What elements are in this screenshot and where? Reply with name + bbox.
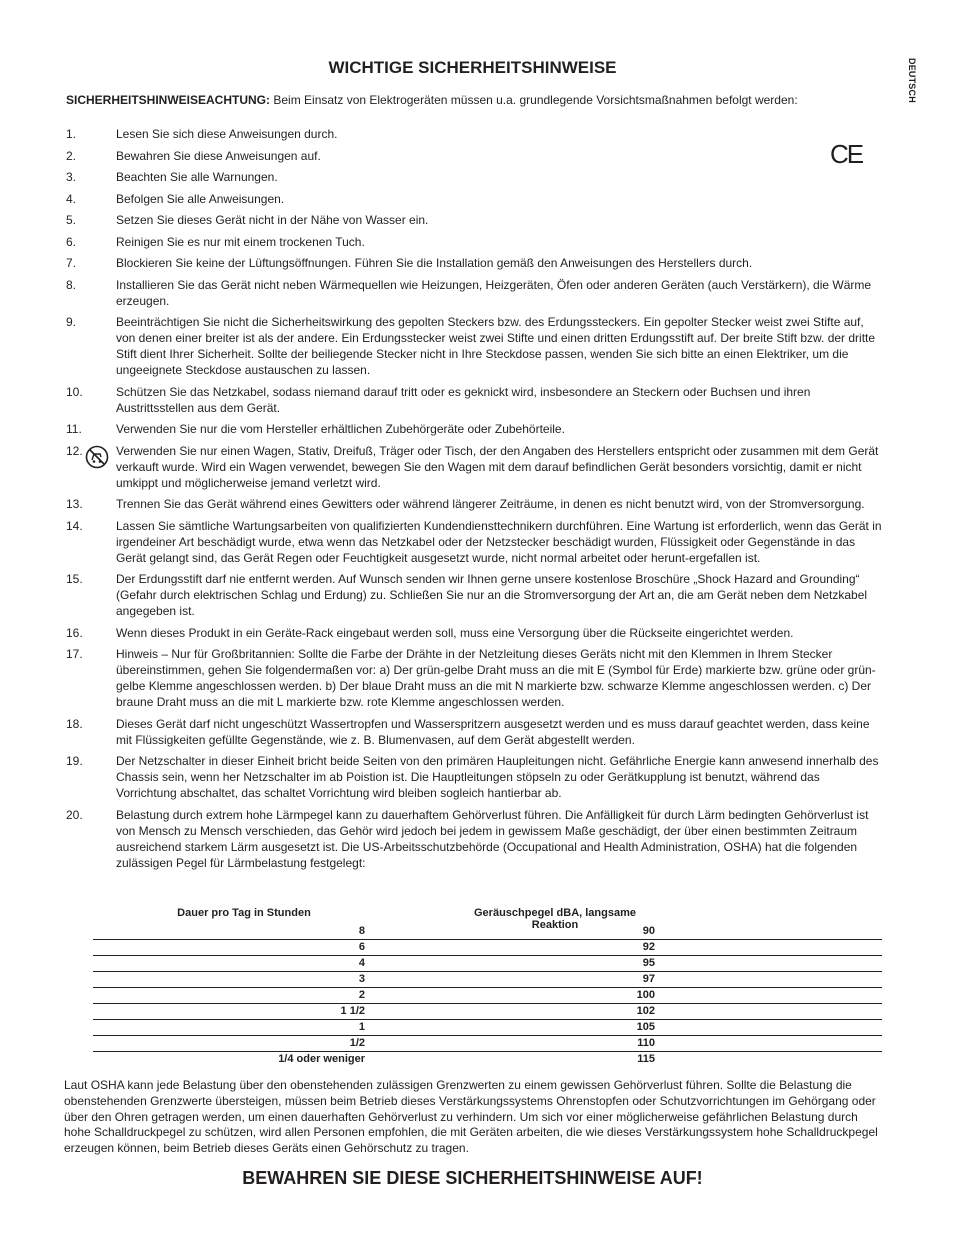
list-item <box>66 753 886 801</box>
item-number: 12. <box>66 443 83 458</box>
list-item <box>66 277 886 309</box>
dba-cell: 110 <box>637 1037 655 1049</box>
dba-cell: 115 <box>637 1053 655 1065</box>
list-item <box>66 571 886 619</box>
list-item <box>66 234 886 250</box>
item-number: 4. <box>66 191 77 206</box>
instruction-list <box>66 126 886 876</box>
item-number: 9. <box>66 315 77 329</box>
list-item <box>66 716 886 748</box>
table-row <box>93 940 882 956</box>
intro-text: Beim Einsatz von Elektrogeräten müssen u.a. grundlegende Vorsichtsmaßnahmen befolgt werden: <box>270 93 798 107</box>
table-row <box>93 924 882 940</box>
item-text: Beachten Sie alle Warnungen. <box>116 170 278 184</box>
item-text: Reinigen Sie es nur mit einem trockenen Tuch. <box>116 234 365 249</box>
item-number: 11. <box>66 422 82 436</box>
ce-mark-icon: CE <box>830 139 863 169</box>
item-number: 20. <box>66 807 83 822</box>
item-number: 6. <box>66 234 77 249</box>
noise-exposure-table <box>93 907 882 1067</box>
item-number: 16. <box>66 625 83 640</box>
item-text: Wenn dieses Produkt in ein Geräte-Rack eingebaut werden soll, muss eine Versorgung über die Rückseite eingerichtet werden. <box>116 625 794 640</box>
table-row <box>93 1020 882 1036</box>
table-row <box>93 1052 882 1067</box>
list-item <box>66 191 886 207</box>
list-item <box>66 148 886 164</box>
list-item <box>66 443 886 491</box>
language-tab: DEUTSCH <box>907 58 917 103</box>
hours-header: Dauer pro Tag in Stunden <box>177 907 311 919</box>
item-number: 2. <box>66 148 77 163</box>
item-number: 14. <box>66 518 83 533</box>
list-item <box>66 212 886 228</box>
list-item <box>66 807 886 871</box>
table-body <box>93 924 882 1067</box>
item-number: 18. <box>66 716 83 731</box>
list-item <box>66 421 886 437</box>
item-text: Bewahren Sie diese Anweisungen auf. <box>116 148 321 163</box>
item-text: Trennen Sie das Gerät während eines Gewitters oder während längerer Zeiträume, in denen es nicht benutzt wird, von der Stromversorgung. <box>116 497 865 511</box>
intro-bold: SICHERHEITSHINWEISEACHTUNG: <box>66 93 271 107</box>
hours-cell: 8 <box>358 925 365 937</box>
item-number: 19. <box>66 754 83 768</box>
footer-title: BEWAHREN SIE DIESE SICHERHEITSHINWEISE AUF! <box>242 1168 703 1188</box>
item-number: 1. <box>66 127 77 141</box>
list-item <box>66 646 886 710</box>
list-item <box>66 314 886 378</box>
item-number: 13. <box>66 497 83 511</box>
table-row <box>93 972 882 988</box>
list-item <box>66 126 886 142</box>
dba-cell: 97 <box>642 973 655 985</box>
dba-cell: 92 <box>642 941 655 953</box>
item-text: Lassen Sie sämtliche Wartungsarbeiten von qualifizierten Kundendiensttechnikern durchführen. Eine Wartung ist erforderlich, wenn das Gerät in irgendeiner Art beschädigt wurde, etwa wenn das Netzkabel oder der Netzstecker beschädigt wurden, Flüssigkeit oder Gegenstände in das Gerät gelangt sind, das Gerät Regen oder Feuchtigkeit ausgesetzt wurde, nicht normal arbeitet oder herunt-ergefallen ist. <box>116 518 882 565</box>
item-number: 5. <box>66 213 77 227</box>
item-text: Belastung durch extrem hohe Lärmpegel kann zu dauerhaftem Gehörverlust führen. Die Anfälligkeit für durch Lärm bedingten Gehörverlust ist von Mensch zu Mensch verschieden, das Gehör wird jedoch bei jedem in gewissem Maße geschädigt, der über einen bestimmten Zeitraum ausreichend starkem Lärm ausgesetzt ist. Die US-Arbeitsschutzbehörde (Occupational and Health Administration, OSHA) hat die folgenden zulässigen Pegel für Lärmbelastung festgelegt: <box>116 807 869 870</box>
item-number: 8. <box>66 277 77 292</box>
item-text: Der Erdungsstift darf nie entfernt werden. Auf Wunsch senden wir Ihnen gerne unsere kostenlose Broschüre „Shock Hazard and Grounding“ (Gefahr durch elektrischen Schlag und Erdung) zu. Schließen Sie nur an die Stromversorgung der Art an, die am Gerät neben dem Netzkabel angegeben ist. <box>116 572 868 618</box>
table-row <box>93 1004 882 1020</box>
item-text: Dieses Gerät darf nicht ungeschützt Wassertropfen und Wasserspritzern ausgesetzt werden und es muss darauf geachtet werden, dass keine mit Flüssigkeiten gefüllte Gegenstände, wie z. B. Blumenvasen, auf dem Gerät abgestellt werden. <box>116 716 870 747</box>
list-item <box>66 518 886 566</box>
item-number: 3. <box>66 170 77 184</box>
list-item <box>66 255 886 271</box>
item-number: 7. <box>66 256 77 270</box>
item-text: Installieren Sie das Gerät nicht neben Wärmequellen wie Heizungen, Heizgeräten, Öfen oder anderen Geräten (auch Verstärkern), die Wärme erzeugen. <box>116 277 872 308</box>
table-row <box>93 956 882 972</box>
osha-paragraph: Laut OSHA kann jede Belastung über den obenstehenden zulässigen Grenzwerten zu einem gewissen Gehörverlust führen. Sollte die Belastung die obenstehenden Grenzwerte übersteigen, müssen beim Betrieb dieses Verstärkungssystems Ohrenstopfen oder Schutzvorrichtungen im Gehörgang oder über den Ohren getragen werden, um einen dauerhaften Gehörverlust zu verhindern. Um sich vor einer möglicherweise gefährlichen Belastung durch hohe Schalldruckpegel zu schützen, wird allen Personen empfohlen, die mit Geräten arbeiten, die wie dieses Verstärkungssystem hohe Schalldruckpegel erzeugen können, beim Betrieb dieses Geräts einen Gehörschutz zu tragen. <box>64 1078 878 1156</box>
item-text: Verwenden Sie nur die vom Hersteller erhältlichen Zubehörgeräte oder Zubehörteile. <box>116 422 565 436</box>
item-number: 10. <box>66 384 83 399</box>
item-text: Verwenden Sie nur einen Wagen, Stativ, Dreifuß, Träger oder Tisch, der den Angaben des Herstellers entspricht oder zusammen mit dem Gerät verkauft wurde. Wird ein Wagen verwendet, bewegen Sie den Wagen mit dem darauf befindlichen Gerät besonders vorsichtig, damit er nicht umkippt und möglicherweise jemand verletzt wird. <box>116 443 879 490</box>
item-text: Setzen Sie dieses Gerät nicht in der Nähe von Wasser ein. <box>116 213 429 227</box>
list-item <box>66 169 886 185</box>
item-text: Hinweis – Nur für Großbritannien: Sollte die Farbe der Drähte in der Netzleitung dieses Geräts nicht mit den Klemmen in Ihrem Stecker übereinstimmen, gehen Sie folgendermaßen vor: a) Der grün-gelbe Draht muss an die mit E (Symbol für Erde) markierte bzw. grüne oder grün-gelbe Klemme angeschlossen werden. b) Der blaue Draht muss an die mit N markierte bzw. schwarze Klemme angeschlossen werden. c) Der braune Draht muss an die mit L markierte bzw. rote Klemme angeschlossen werden. <box>116 647 876 709</box>
hours-cell: 1/4 oder weniger <box>278 1053 365 1065</box>
list-item <box>66 496 886 512</box>
hours-cell: 3 <box>358 973 365 985</box>
dba-cell: 95 <box>642 957 655 969</box>
hours-cell: 1 <box>358 1021 365 1033</box>
item-text: Blockieren Sie keine der Lüftungsöffnungen. Führen Sie die Installation gemäß den Anweisungen des Herstellers durch. <box>116 256 753 270</box>
table-row <box>93 988 882 1004</box>
table-row <box>93 1036 882 1052</box>
hours-cell: 1/2 <box>349 1037 365 1049</box>
dba-cell: 102 <box>636 1005 655 1017</box>
hours-cell: 2 <box>358 989 365 1001</box>
item-text: Der Netzschalter in dieser Einheit bricht beide Seiten von den primären Haupleitungen nicht. Gefährliche Energie kann anwesend innerhalb des Chassis sein, wenn her Netzschalter im ab Poistion ist. Die Hauptleitungen stöpseln zu oder Gerätkupplung ist benutzt, während das Vorrichtung abschaltet, das schaltet Vorrichtung wird bleiben sogleich hantierbar ab. <box>116 754 879 800</box>
list-item <box>66 625 886 641</box>
item-text: Beeinträchtigen Sie nicht die Sicherheitswirkung des gepolten Steckers bzw. des Erdungssteckers. Ein gepolter Stecker weist zwei Stifte auf, von denen einer breiter ist als der andere. Ein Erdungsstecker weist zwei Stifte und einen dritten Erdungsstift auf. Der breite Stift bzw. der dritte Stift dient Ihrer Sicherheit. Sollte der beiliegende Stecker nicht in Ihre Steckdose passen, wenden Sie sich bitte an einen Elektriker, um die ungeeignete Steckdose austauschen zu lassen. <box>116 315 876 377</box>
cart-warning-icon <box>85 445 109 469</box>
page-title: WICHTIGE SICHERHEITSHINWEISE <box>328 58 617 77</box>
hours-cell: 1 1/2 <box>340 1005 365 1017</box>
list-item <box>66 384 886 416</box>
item-number: 15. <box>66 572 83 586</box>
dba-cell: 90 <box>642 925 655 937</box>
intro-paragraph <box>66 93 886 108</box>
hours-cell: 6 <box>358 941 365 953</box>
item-text: Befolgen Sie alle Anweisungen. <box>116 191 285 206</box>
dba-cell: 100 <box>636 989 655 1001</box>
item-number: 17. <box>66 647 83 661</box>
item-text: Lesen Sie sich diese Anweisungen durch. <box>116 127 338 141</box>
dba-header: Geräuschpegel dBA, langsame Reaktion <box>474 907 636 931</box>
item-text: Schützen Sie das Netzkabel, sodass niemand darauf tritt oder es geknickt wird, insbesondere an Steckern oder Buchsen und ihren Austrittsstellen aus dem Gerät. <box>116 384 811 415</box>
dba-cell: 105 <box>636 1021 655 1033</box>
hours-cell: 4 <box>358 957 365 969</box>
